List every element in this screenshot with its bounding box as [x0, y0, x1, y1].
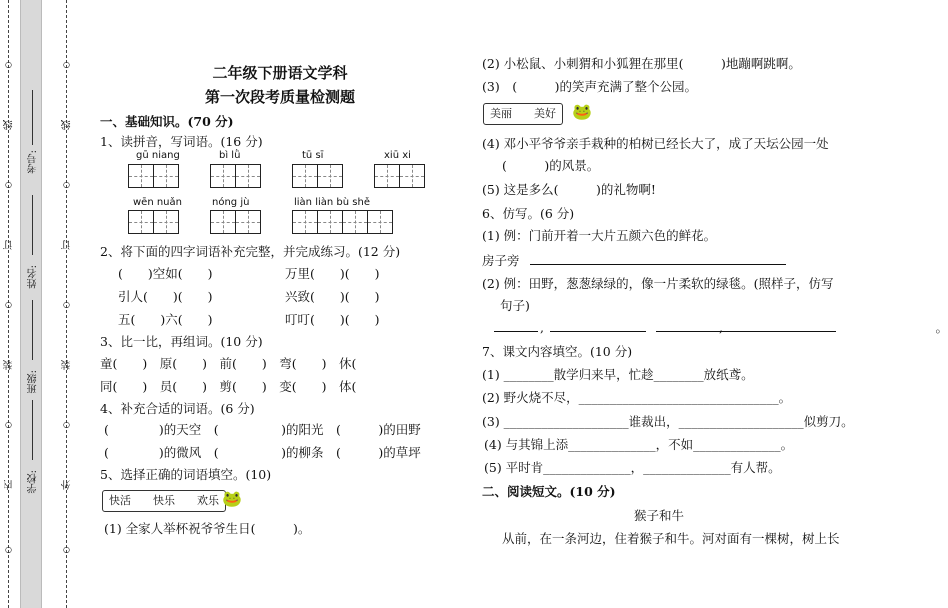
answer-line[interactable] [530, 264, 786, 265]
writing-grid[interactable] [210, 210, 261, 234]
field-number: 考号: [28, 150, 39, 174]
punch-hole: ○ [5, 545, 12, 554]
q5-prompt: 5、选择正确的词语填空。(10) [100, 467, 272, 482]
field-school: 学校: [28, 470, 39, 494]
pinyin-label: wēn nuǎn [133, 197, 182, 208]
q5-item-2[interactable]: (2) 小松鼠、小刺猬和小狐狸在那里( )地蹦啊跳啊。 [482, 56, 801, 71]
mark-bind-2: 订 [62, 240, 73, 250]
field-class: 班级: [28, 370, 39, 394]
section-2-heading: 二、阅读短文。(10 分) [482, 484, 616, 499]
mark-line-2: 线 [62, 120, 73, 130]
frog-icon: 🐸 [572, 102, 592, 121]
compare-row[interactable]: 同( ) 员( ) 剪( ) 变( ) 体( [100, 379, 357, 394]
answer-line[interactable] [494, 331, 538, 332]
writing-grid[interactable] [292, 164, 343, 188]
exam-subtitle: 第一次段考质量检测题 [204, 88, 355, 106]
field-school-line [32, 400, 33, 460]
writing-grid[interactable] [292, 210, 393, 234]
idiom-blank[interactable]: ( )空如( ) [118, 266, 213, 281]
q4-prompt: 4、补充合适的词语。(6 分) [100, 401, 255, 416]
mark-outer: 外 [62, 480, 73, 490]
pinyin-label: gū niang [136, 150, 180, 161]
section-1-heading: 一、基础知识。(70 分) [100, 114, 234, 129]
pinyin-label: tū sī [302, 150, 324, 161]
q5-item-1[interactable]: (1) 全家人举杯祝爷爷生日( )。 [104, 521, 311, 536]
q6-example-2: (2) 例：田野，葱葱绿绿的，像一片柔软的绿毯。(照样子，仿写 [482, 276, 834, 291]
word-choice-box-2: 美丽 美好 [483, 103, 563, 125]
idiom-blank[interactable]: 万里( )( ) [285, 266, 380, 281]
pinyin-label: xiū xi [384, 150, 411, 161]
punch-hole: ○ [5, 60, 12, 69]
mark-line: 线 [4, 120, 15, 130]
idiom-blank[interactable]: 五( )六( ) [118, 312, 213, 327]
punch-hole: ○ [63, 300, 70, 309]
writing-grid[interactable] [210, 164, 261, 188]
pinyin-label: bì lǜ [219, 150, 241, 161]
q7-item-1[interactable]: (1) ________散学归来早，忙趁________放纸鸢。 [482, 367, 754, 382]
punch-hole: ○ [63, 60, 70, 69]
punch-hole: ○ [5, 420, 12, 429]
punch-hole: ○ [63, 420, 70, 429]
q5-item-4[interactable]: (4) 邓小平爷爷亲手栽种的柏树已经长大了，成了天坛公园一处 [482, 136, 829, 151]
q1-prompt: 1、读拼音，写词语。(16 分) [100, 134, 263, 149]
q6-answer-1: 房子旁 [482, 253, 520, 268]
idiom-blank[interactable]: 兴致( )( ) [285, 289, 380, 304]
writing-grid[interactable] [374, 164, 425, 188]
answer-line[interactable] [550, 331, 646, 332]
compare-row[interactable]: 童( ) 原( ) 前( ) 弯( ) 休( [100, 356, 357, 371]
writing-grid[interactable] [128, 164, 179, 188]
exam-title: 二年级下册语文学科 [212, 64, 348, 82]
field-class-line [32, 300, 33, 360]
frog-icon: 🐸 [222, 489, 242, 508]
mark-inner: 内 [4, 480, 15, 490]
q7-item-3[interactable]: (3) ____________________谁裁出，____________________似剪刀。 [482, 414, 854, 429]
punch-hole: ○ [5, 300, 12, 309]
q7-item-2[interactable]: (2) 野火烧不尽，________________________________。 [482, 390, 792, 405]
mark-staple: 装 [4, 360, 15, 370]
q6-prompt: 6、仿写。(6 分) [482, 206, 575, 221]
phrase-row[interactable]: ( )的微风 ( )的柳条 ( )的草坪 [104, 445, 421, 460]
mark-staple-2: 装 [62, 360, 73, 370]
q6-example-2-cont: 句子) [500, 298, 530, 313]
idiom-blank[interactable]: 叮叮( )( ) [285, 312, 380, 327]
q3-prompt: 3、比一比，再组词。(10 分) [100, 334, 263, 349]
q5-item-5[interactable]: (5) 这是多么( )的礼物啊! [482, 182, 656, 197]
field-name-line [32, 195, 33, 255]
q7-item-4[interactable]: (4) 与其锦上添______________，不如______________。 [484, 437, 794, 452]
answer-line[interactable] [656, 331, 836, 332]
punch-hole: ○ [63, 180, 70, 189]
idiom-blank[interactable]: 引人( )( ) [118, 289, 213, 304]
story-text: 从前，在一条河边，住着猴子和牛。河对面有一棵树，树上长 [502, 531, 840, 546]
q6-answer-2[interactable]: , , 。 [540, 320, 948, 335]
q2-prompt: 2、将下面的四字词语补充完整，并完成练习。(12 分) [100, 244, 401, 259]
story-title: 猴子和牛 [634, 508, 685, 523]
word-choice-box: 快活 快乐 欢乐 [102, 490, 226, 512]
punch-hole: ○ [63, 545, 70, 554]
writing-grid[interactable] [128, 210, 179, 234]
q7-prompt: 7、课文内容填空。(10 分) [482, 344, 633, 359]
q7-item-5[interactable]: (5) 平时肯______________，______________有人帮。 [484, 460, 781, 475]
q6-example-1: (1) 例：门前开着一大片五颜六色的鲜花。 [482, 228, 717, 243]
mark-bind: 订 [4, 240, 15, 250]
q5-item-3[interactable]: (3) ( )的笑声充满了整个公园。 [482, 79, 697, 94]
phrase-row[interactable]: ( )的天空 ( )的阳光 ( )的田野 [104, 422, 421, 437]
punch-hole: ○ [5, 180, 12, 189]
q5-item-4-cont[interactable]: ( )的风景。 [502, 158, 600, 173]
pinyin-label: liàn liàn bù shě [294, 197, 370, 208]
pinyin-label: nóng jù [212, 197, 250, 208]
field-name: 姓名: [28, 265, 39, 289]
